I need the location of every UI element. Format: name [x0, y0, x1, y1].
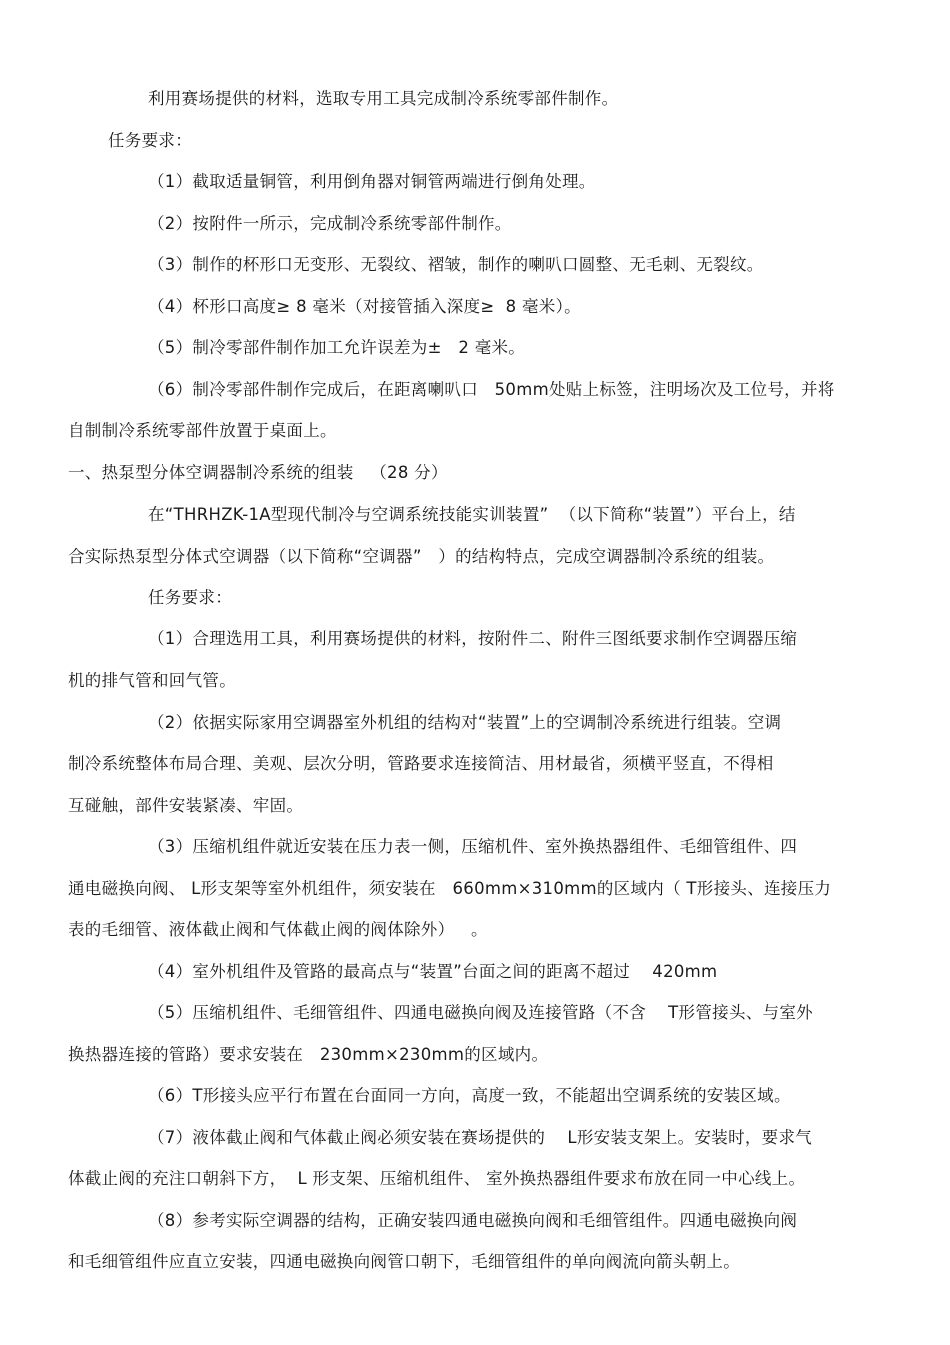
requirement-item: （3）压缩机组件就近安装在压力表一侧，压缩机件、室外换热器组件、毛细管组件、四	[148, 837, 798, 856]
requirement-item: （2）依据实际家用空调器室外机组的结构对“装置”上的空调制冷系统进行组装。空调	[148, 713, 782, 732]
requirement-item: （8）参考实际空调器的结构，正确安装四通电磁换向阀和毛细管组件。四通电磁换向阀	[148, 1211, 798, 1230]
text-line: 合实际热泵型分体式空调器（以下简称“空调器” ）的结构特点，完成空调器制冷系统的组装。	[68, 547, 775, 566]
requirement-item: （1）合理选用工具，利用赛场提供的材料，按附件二、附件三图纸要求制作空调器压缩	[148, 629, 798, 648]
requirement-item: （4）杯形口高度≥ 8 毫米（对接管插入深度≥ 8 毫米）。	[148, 297, 581, 316]
text-line: 自制制冷系统零部件放置于桌面上。	[68, 421, 337, 440]
requirement-item: （1）截取适量铜管，利用倒角器对铜管两端进行倒角处理。	[148, 172, 596, 191]
text-line: 在“THRHZK-1A型现代制冷与空调系统技能实训装置” （以下简称“装置”）平台上，结	[148, 505, 796, 524]
requirement-item: （5）压缩机组件、毛细管组件、四通电磁换向阀及连接管路（不含 T形管接头、与室外	[148, 1003, 813, 1022]
requirement-item: （4）室外机组件及管路的最高点与“装置”台面之间的距离不超过 420mm	[148, 962, 718, 981]
task-requirements-heading: 任务要求：	[148, 588, 232, 607]
section-heading: 一、热泵型分体空调器制冷系统的组装 （28 分）	[68, 463, 448, 482]
requirement-item: （6）制冷零部件制作完成后，在距离喇叭口 50mm处贴上标签，注明场次及工位号，并将	[148, 380, 835, 399]
text-line: 和毛细管组件应直立安装，四通电磁换向阀管口朝下，毛细管组件的单向阀流向箭头朝上。	[68, 1252, 740, 1271]
task-requirements-heading: 任务要求：	[108, 131, 192, 150]
requirement-item: （5）制冷零部件制作加工允许误差为± 2 毫米。	[148, 338, 526, 357]
text-line: 互碰触，部件安装紧凑、牢固。	[68, 796, 304, 815]
requirement-item: （2）按附件一所示，完成制冷系统零部件制作。	[148, 214, 512, 233]
text-line: 通电磁换向阀、 L形支架等室外机组件，须安装在 660mm×310mm的区域内（ T形接头、连接压力	[68, 879, 832, 898]
text-line: 表的毛细管、液体截止阀和气体截止阀的阀体除外） 。	[68, 920, 488, 939]
text-line: 利用赛场提供的材料，选取专用工具完成制冷系统零部件制作。	[148, 89, 619, 108]
text-line: 机的排气管和回气管。	[68, 671, 236, 690]
text-line: 换热器连接的管路）要求安装在 230mm×230mm的区域内。	[68, 1045, 549, 1064]
requirement-item: （7）液体截止阀和气体截止阀必须安装在赛场提供的 L形安装支架上。安装时，要求气	[148, 1128, 813, 1147]
requirement-item: （6）T形接头应平行布置在台面同一方向，高度一致，不能超出空调系统的安装区域。	[148, 1086, 791, 1105]
requirement-item: （3）制作的杯形口无变形、无裂纹、褶皱，制作的喇叭口圆整、无毛刺、无裂纹。	[148, 255, 764, 274]
text-line: 制冷系统整体布局合理、美观、层次分明，管路要求连接简洁、用材最省，须横平竖直，不得相	[68, 754, 774, 773]
text-line: 体截止阀的充注口朝斜下方， L 形支架、压缩机组件、 室外换热器组件要求布放在同一中心线上。	[68, 1169, 806, 1188]
